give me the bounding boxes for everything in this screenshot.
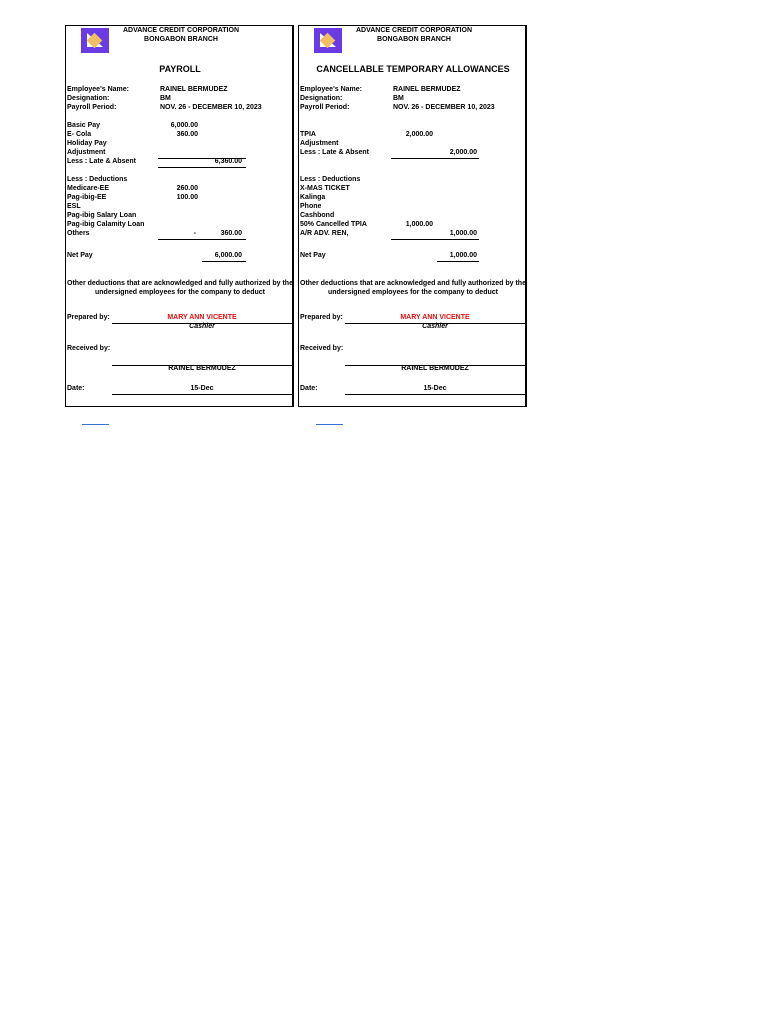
sheet-link[interactable] <box>316 424 343 425</box>
prepared-label: Prepared by: <box>300 314 343 321</box>
ar-label: A/R ADV. REN, <box>300 230 349 237</box>
deductions-total: 360.00 <box>220 230 242 237</box>
payroll-period: NOV. 26 - DECEMBER 10, 2023 <box>160 104 262 111</box>
pagibig: 100.00 <box>176 194 198 201</box>
designation: BM <box>160 95 171 102</box>
deductions-label: Less : Deductions <box>67 176 128 183</box>
others-dash: - <box>193 230 196 237</box>
calamity-loan-label: Pag-ibig Calamity Loan <box>67 221 145 228</box>
net-pay-label: Net Pay <box>67 252 93 259</box>
xmas-label: X-MAS TICKET <box>300 185 350 192</box>
company-name: ADVANCE CREDIT CORPORATION <box>355 27 473 34</box>
esl-label: ESL <box>67 203 81 210</box>
company-branch: BONGABON BRANCH <box>377 36 451 43</box>
prepared-role: Cashier <box>422 323 448 330</box>
gross-total: 2,000.00 <box>449 149 477 156</box>
tpia: 2,000.00 <box>405 131 433 138</box>
prepared-name: MARY ANN VICENTE <box>400 314 470 321</box>
cashbond-label: Cashbond <box>300 212 335 219</box>
company-name: ADVANCE CREDIT CORPORATION <box>122 27 240 34</box>
basic-pay: 6,000.00 <box>170 122 198 129</box>
received-name: RAINEL BERMUDEZ <box>168 365 236 372</box>
medicare: 260.00 <box>176 185 198 192</box>
deductions-total: 1,000.00 <box>449 230 477 237</box>
holiday-label: Holiday Pay <box>67 140 107 147</box>
company-branch: BONGABON BRANCH <box>144 36 218 43</box>
cancelled-tpia-label: 50% Cancelled TPIA <box>300 221 367 228</box>
slip-title: CANCELLABLE TEMPORARY ALLOWANCES <box>316 64 510 74</box>
cancelled-tpia: 1,000.00 <box>405 221 433 228</box>
kalinga-label: Kalinga <box>300 194 326 201</box>
sheet-link[interactable] <box>82 424 109 425</box>
deduction-notice: Other deductions that are acknowledged and fully authorized by the undersigned employees for the company to deduct <box>300 280 526 296</box>
net-pay: 6,000.00 <box>214 252 242 259</box>
allowances-slip <box>298 25 526 407</box>
payroll-period: NOV. 26 - DECEMBER 10, 2023 <box>393 104 495 111</box>
net-pay: 1,000.00 <box>449 252 477 259</box>
designation-label: Designation: <box>67 95 110 102</box>
phone-label: Phone <box>300 203 322 210</box>
employee-name: RAINEL BERMUDEZ <box>393 86 461 93</box>
ecola-label: E- Cola <box>67 131 92 138</box>
employee-name-label: Employee's Name: <box>300 86 362 93</box>
net-pay-label: Net Pay <box>300 252 326 259</box>
others-label: Others <box>67 230 90 237</box>
basic-pay-label: Basic Pay <box>67 122 101 129</box>
employee-name-label: Employee's Name: <box>67 86 129 93</box>
pagibig-label: Pag-ibig-EE <box>67 194 107 201</box>
date-label: Date: <box>67 385 85 392</box>
prepared-name: MARY ANN VICENTE <box>167 314 237 321</box>
received-label: Received by: <box>300 345 344 352</box>
deductions-label: Less : Deductions <box>300 176 361 183</box>
tpia-label: TPIA <box>300 131 316 138</box>
ecola: 360.00 <box>176 131 198 138</box>
late-label: Less : Late & Absent <box>300 149 369 156</box>
period-label: Payroll Period: <box>67 104 117 111</box>
designation: BM <box>393 95 404 102</box>
deduction-notice: Other deductions that are acknowledged and fully authorized by the undersigned employees for the company to deduct <box>67 280 293 296</box>
prepared-role: Cashier <box>189 323 215 330</box>
adjustment-label: Adjustment <box>300 140 339 147</box>
received-label: Received by: <box>67 345 111 352</box>
prepared-label: Prepared by: <box>67 314 110 321</box>
employee-name: RAINEL BERMUDEZ <box>160 86 228 93</box>
period-label: Payroll Period: <box>300 104 350 111</box>
medicare-label: Medicare-EE <box>67 185 110 192</box>
payroll-slip <box>65 25 293 407</box>
received-name: RAINEL BERMUDEZ <box>401 365 469 372</box>
designation-label: Designation: <box>300 95 343 102</box>
date-value: 15-Dec <box>190 385 214 392</box>
gross-total: 6,360.00 <box>214 158 242 165</box>
late-label: Less : Late & Absent <box>67 158 136 165</box>
date-value: 15-Dec <box>423 385 447 392</box>
adjustment-label: Adjustment <box>67 149 106 156</box>
date-label: Date: <box>300 385 318 392</box>
slip-title: PAYROLL <box>159 64 201 74</box>
salary-loan-label: Pag-ibig Salary Loan <box>67 212 137 219</box>
